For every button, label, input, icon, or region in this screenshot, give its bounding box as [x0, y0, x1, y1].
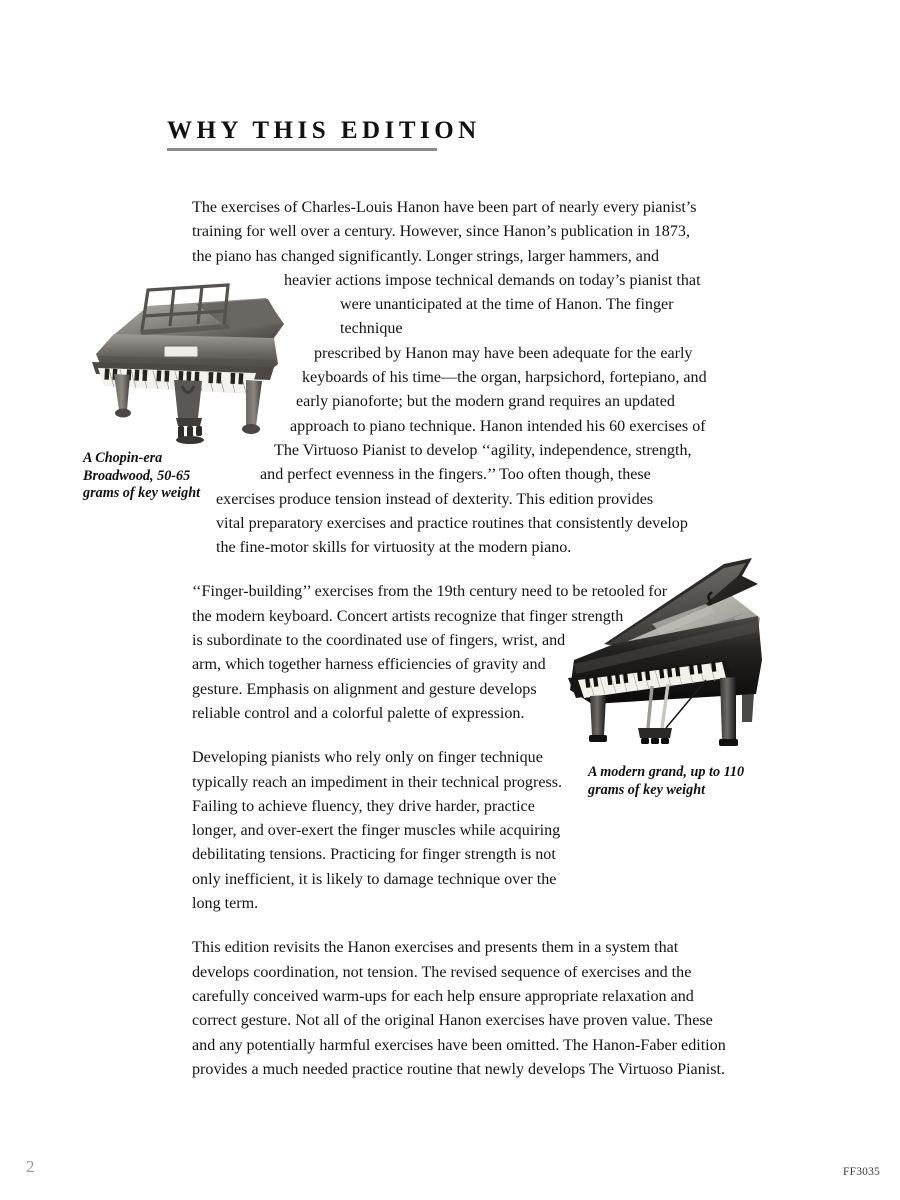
- paragraph-2-line: the modern keyboard. Concert artists recognize that finger strength: [192, 607, 624, 625]
- paragraph-2-line: arm, which together harness efficiencies of gravity and: [192, 656, 546, 674]
- catalog-number: FF3035: [843, 1166, 880, 1178]
- paragraph-1-line: exercises produce tension instead of dexterity. This edition provides: [216, 490, 654, 508]
- page-header: [167, 118, 507, 151]
- paragraph-1-line: The Virtuoso Pianist to develop ‘‘agility, independence, strength,: [274, 441, 692, 459]
- paragraph-1-line: the fine-motor skills for virtuosity at the modern piano.: [216, 539, 572, 557]
- paragraph-1-line: heavier actions impose technical demands on today’s pianist that: [284, 271, 701, 289]
- paragraph-2: [192, 580, 737, 726]
- antique-piano-caption: A Chopin-era Broadwood, 50-65 grams of key weight: [83, 450, 201, 502]
- paragraph-2-line: is subordinate to the coordinated use of fingers, wrist, and: [192, 632, 566, 650]
- paragraph-1: [192, 196, 737, 560]
- title-underline-rule: [167, 148, 437, 151]
- paragraph-1-line: and perfect evenness in the fingers.’’ Too often though, these: [260, 466, 651, 484]
- paragraph-1-line: approach to piano technique. Hanon intended his 60 exercises of: [290, 417, 706, 435]
- paragraph-1-line: were unanticipated at the time of Hanon. The finger technique: [340, 296, 674, 338]
- paragraph-1-line: The exercises of Charles-Louis Hanon have been part of nearly every pianist’s: [192, 199, 697, 216]
- page-title: WHY THIS EDITION: [167, 117, 481, 144]
- paragraph-2-line: ‘‘Finger-building’’ exercises from the 19th century need to be retooled for: [192, 583, 668, 601]
- modern-piano-caption: A modern grand, up to 110 grams of key weight: [588, 764, 745, 798]
- paragraph-1-line: the piano has changed significantly. Longer strings, larger hammers, and: [192, 247, 660, 265]
- paragraph-2-line: gesture. Emphasis on alignment and gesture develops: [192, 680, 537, 698]
- body-text-column: [192, 196, 737, 1082]
- page-number: 2: [26, 1157, 35, 1176]
- paragraph-2-line: reliable control and a colorful palette of expression.: [192, 704, 525, 722]
- paragraph-1-line: keyboards of his time—the organ, harpsichord, fortepiano, and: [302, 369, 707, 387]
- paragraph-1-line: early pianoforte; but the modern grand requires an updated: [296, 393, 675, 411]
- paragraph-4: This edition revisits the Hanon exercises and presents them in a system that develops coordination, not tension. The revised sequence of exercises and the carefully conceived warm-ups for each help ensure appropriate relaxation and correct gesture. Not all of the original Hanon exercises have proven value. These and any potentially harmful exercises have been omitted. The Hanon-Faber edition provides a much needed practice routine that newly develops The Virtuoso Pianist.: [192, 939, 726, 1078]
- paragraph-1-line: vital preparatory exercises and practice routines that consistently develop: [216, 514, 688, 532]
- paragraph-1-line: prescribed by Hanon may have been adequate for the early: [314, 344, 693, 362]
- paragraph-1-line: training for well over a century. However, since Hanon’s publication in 1873,: [192, 223, 690, 241]
- paragraph-3: Developing pianists who rely only on finger technique typically reach an impediment in their technical progress. Failing to achieve fluency, they drive harder, practice longer, and over-exert the finger muscles while acquiring debilitating tensions. Practicing for finger strength is not only inefficient, it is likely to damage technique over the long term.: [192, 749, 563, 913]
